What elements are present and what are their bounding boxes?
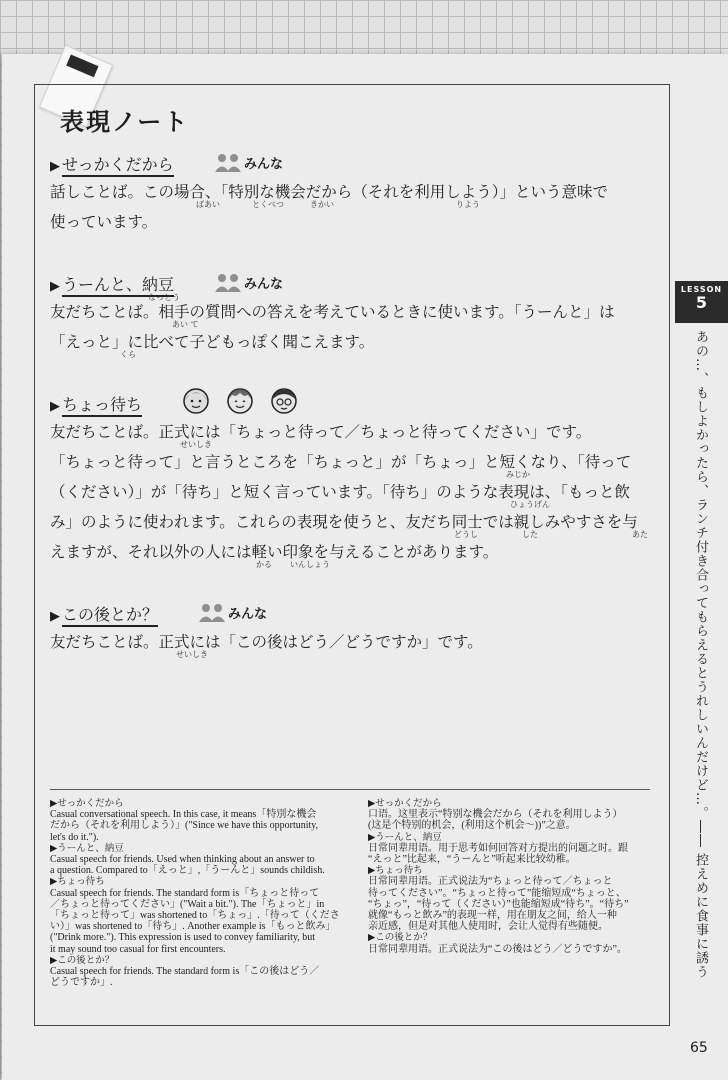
translation-line: it may sound too casual for first encounters. [50, 943, 226, 955]
characters-icons [182, 387, 300, 415]
entry-title: ▶ せっかくだから [50, 152, 174, 175]
ruby: せいしき [176, 650, 208, 659]
ruby: ばあい [196, 200, 220, 209]
section-title: 表現ノート [60, 102, 189, 137]
ruby: あい て [172, 320, 199, 329]
paragraph-line: 友だちことば。正式には「この後はどう／どうですか」です。 [50, 633, 483, 651]
paragraph-line: （ください）」が「待ち」と短く言っています。「待ち」のような表現は、「もっと飲 [50, 483, 631, 501]
page-number: 65 [690, 1040, 708, 1056]
male-face-icon [226, 387, 254, 415]
translation-line: let's do it."). [50, 831, 99, 843]
ruby: なっとう [148, 293, 180, 302]
translation-line: 待ってください”。“ちょっと待って”能缩短成“ちょっと、 [368, 887, 626, 899]
translation-heading: ▶ちょっ待ち [50, 876, 105, 888]
minna-badge: みんな [198, 602, 267, 622]
translation-line: Casual speech for friends. The standard form is「この後はどう／ [50, 966, 320, 978]
paragraph-line: 使っています。 [50, 213, 158, 231]
lesson-number: 5 [695, 293, 708, 312]
translation-line: い）」was shortened to「待ち」. Another example is「もっと飲み」 [50, 921, 336, 933]
translation-heading: ▶ちょっ待ち [368, 865, 423, 877]
english-translations [50, 798, 340, 988]
paragraph-line: み」のように使われます。これらの表現を使うと、友だち同士では親しみやすさを与 [50, 513, 638, 531]
ruby: ひょうげん [510, 500, 550, 509]
people-icon [214, 152, 242, 172]
translation-divider [50, 789, 650, 790]
paragraph-line: えますが、それ以外の人には軽い印象を与えることがあります。 [50, 543, 499, 561]
entry-title: ▶ ちょっ待ち [50, 392, 142, 415]
translation-line: どうですか」. [50, 977, 113, 989]
translation-heading: ▶この後とか？ [368, 932, 433, 944]
translation-line: “えっと”比起来，“うーんと”听起来比较幼稚。 [368, 854, 576, 866]
people-icon [198, 602, 226, 622]
translation-line: (这是个特别的机会，(利用这个机会～))”之意。 [368, 820, 576, 832]
translation-line: 口语。这里表示“特别な機会だから（それを利用しよう） [368, 809, 623, 821]
paragraph-line: 「えっと」に比べて子どもっぽく聞こえます。 [50, 333, 375, 351]
ruby: せいしき [180, 440, 212, 449]
translation-line: 日常同辈用语。用于思考如何回答对方提出的问题之时。跟 [368, 842, 628, 854]
ruby: くら [120, 350, 136, 359]
ruby: した [522, 530, 538, 539]
paragraph-line: 「ちょっと待って」と言うところを「ちょっと」が「ちょっ」と短くなり、「待って [50, 453, 632, 471]
translation-line: Casual conversational speech. In this case, it means「特別な機会 [50, 809, 317, 821]
entry-title: ▶ この後とか？ [50, 602, 158, 625]
translation-line: “ちょっ”，“待って（ください）”也能缩短成“待ち”。“待ち” [368, 898, 629, 910]
ruby: あた [632, 530, 648, 539]
translation-line: 「ちょっと待って」was shortened to「ちょっ」.「待って（くださ [50, 910, 340, 922]
entry-title: ▶ うーんと、納豆 [50, 272, 174, 295]
ruby: きかい [310, 200, 334, 209]
paragraph-line: 話しことば。この場合、「特別な機会だから（それを利用しよう）」という意味で [50, 183, 609, 201]
ruby: とくべつ [252, 200, 284, 209]
ruby: いんしょう [290, 560, 330, 569]
ruby: りよう [456, 200, 480, 209]
translation-heading: ▶せっかくだから [50, 798, 124, 809]
paragraph-line: 友だちことば。正式には「ちょっと待って／ちょっと待ってください」です。 [50, 423, 592, 441]
ruby: かる [256, 560, 272, 569]
glasses-face-icon [270, 387, 298, 415]
translation-line: ("Drink more."). This expression is used to convey familiarity, but [50, 932, 316, 944]
minna-badge: みんな [214, 272, 283, 292]
female-face-icon [182, 387, 210, 415]
translation-line: 亲近感，但是对其他人使用时，会让人觉得有些随便。 [368, 921, 608, 933]
translation-line: 日常同辈用语。正式说法为“この後はどう／どうですか”。 [368, 943, 627, 955]
translation-heading: ▶うーんと、納豆 [50, 842, 124, 854]
lesson-label: LESSON [680, 285, 723, 294]
ruby: どうし [454, 530, 478, 539]
translation-line: 就像“もっと飲み”的表现一样，用在朋友之间，给人一种 [368, 910, 617, 922]
translation-heading: ▶せっかくだから [368, 798, 442, 809]
translation-line: Casual speech for friends. Used when thinking about an answer to [50, 854, 315, 866]
vertical-lesson-title: あの…、もしよかったら、ランチ付き合ってもらえるとうれしいんだけど…。―― 控えめに食事に誘う [693, 330, 708, 980]
people-icon [214, 272, 242, 292]
minna-badge: みんな [214, 152, 283, 172]
translation-line: Casual speech for friends. The standard form is「ちょっと待って [50, 887, 320, 899]
translation-heading: ▶うーんと、納豆 [368, 831, 442, 843]
translation-heading: ▶この後とか？ [50, 954, 115, 966]
lesson-tab [675, 281, 728, 323]
translation-line: ／ちょっと待ってください」("Wait a bit."). The「ちょっと」in [50, 898, 325, 910]
paragraph-line: 友だちことば。相手の質問への答えを考えているときに使います。「うーんと」は [50, 303, 615, 321]
translation-line: 日常同辈用语。正式说法为“ちょっと待って／ちょっと [368, 876, 613, 888]
translation-line: だから（それを利用しよう）」("Since we have this opportunity, [50, 820, 319, 832]
translation-line: a question. Compared to「えっと」,「うーんと」sounds childish. [50, 865, 325, 877]
chinese-translations [368, 798, 629, 955]
ruby: みじか [506, 470, 530, 479]
